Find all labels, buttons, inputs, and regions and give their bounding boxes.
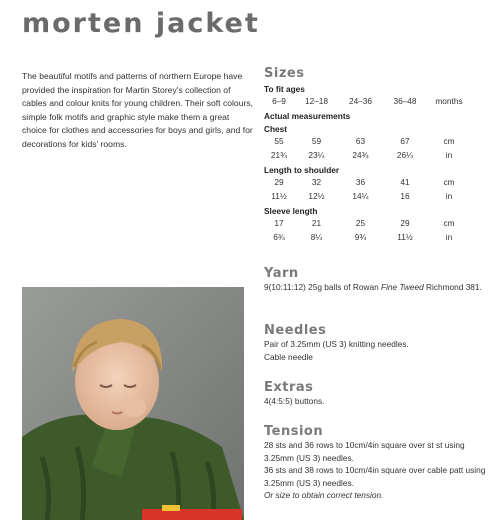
- cell: 36: [355, 177, 366, 187]
- length-in-row: [264, 189, 490, 203]
- sleeve-in-row: [264, 230, 490, 244]
- sizes-section: [264, 66, 490, 244]
- extras-section: [264, 380, 490, 408]
- unit: months: [435, 96, 463, 106]
- cell: 63: [355, 136, 366, 146]
- cell: 6–9: [272, 96, 286, 106]
- cell: 36–48: [393, 96, 417, 106]
- cell: 23¼: [308, 150, 325, 160]
- needles-line-1: Pair of 3.25mm (US 3) knitting needles.: [264, 339, 409, 349]
- page-title: morten jacket: [22, 8, 260, 39]
- needles-line-2: Cable needle: [264, 351, 313, 362]
- fit-ages-label: To fit ages: [264, 84, 305, 94]
- tension-heading: Tension: [264, 424, 324, 439]
- cell: 26¼: [396, 150, 414, 160]
- length-label: Length to shoulder: [264, 165, 340, 175]
- sleeve-cm-row: [264, 216, 490, 230]
- needles-section: [264, 323, 490, 363]
- unit: in: [445, 232, 453, 242]
- cell: 55: [274, 136, 284, 146]
- child-photo: [22, 287, 244, 520]
- cell: 6¾: [273, 232, 285, 242]
- cell: 29: [274, 177, 284, 187]
- tension-line-1: 28 sts and 36 rows to 10cm/4in square over st st using 3.25mm (US 3) needles.: [264, 440, 465, 463]
- actual-measurements-label: Actual measurements: [264, 111, 351, 121]
- extras-text: 4(4:5:5) buttons.: [264, 396, 325, 406]
- cell: 8¼: [310, 232, 323, 242]
- yarn-heading: Yarn: [264, 266, 299, 281]
- tension-line-2: 36 sts and 38 rows to 10cm/4in square over cable patt using 3.25mm (US 3) needles.: [264, 465, 486, 488]
- needles-heading: Needles: [264, 323, 327, 338]
- cell: 12½: [308, 191, 325, 201]
- yarn-text-pre: 9(10:11:12) 25g balls of Rowan: [264, 282, 381, 292]
- cell: 11½: [271, 191, 287, 201]
- chest-label: Chest: [264, 124, 288, 134]
- cell: 14¼: [352, 191, 369, 201]
- cell: 24–36: [348, 96, 373, 106]
- cell: 32: [311, 177, 322, 187]
- sizes-heading: Sizes: [264, 66, 305, 81]
- cell: 67: [400, 136, 410, 146]
- cell: 17: [274, 218, 284, 228]
- cell: 59: [311, 136, 322, 146]
- yarn-text: [264, 281, 490, 294]
- tension-section: [264, 424, 490, 502]
- unit: in: [445, 150, 453, 160]
- cell: 21¾: [270, 150, 288, 160]
- yarn-section: [264, 266, 490, 294]
- unit: cm: [443, 177, 455, 187]
- intro-paragraph: The beautiful motifs and patterns of northern Europe have provided the inspiration for Martin Storey's collection of cables and colour knits for young children. Their soft colours, simple folk motifs and graphic style make them a great choice for clothes and accessories for boys and girls, and for decorations for kids' rooms.: [22, 71, 254, 149]
- length-cm-row: [264, 175, 490, 189]
- ages-row: [264, 94, 490, 108]
- unit: in: [445, 191, 453, 201]
- tension-note: Or size to obtain correct tension.: [264, 490, 384, 501]
- cell: 41: [400, 177, 410, 187]
- chest-in-row: [264, 148, 490, 162]
- cell: 24¾: [352, 150, 369, 160]
- cell: 21: [311, 218, 322, 228]
- tension-line-3: [264, 489, 490, 502]
- sleeve-label: Sleeve length: [264, 206, 318, 216]
- chest-cm-row: [264, 134, 490, 148]
- cell: 9¾: [354, 232, 367, 242]
- yarn-name: Fine Tweed: [381, 282, 424, 292]
- cell: 12–18: [304, 96, 329, 106]
- extras-heading: Extras: [264, 380, 314, 395]
- yarn-text-post: Richmond 381.: [423, 282, 482, 292]
- unit: cm: [443, 136, 455, 146]
- cell: 25: [355, 218, 366, 228]
- unit: cm: [443, 218, 455, 228]
- cell: 16: [400, 191, 410, 201]
- cell: 11½: [397, 232, 413, 242]
- cell: 29: [400, 218, 410, 228]
